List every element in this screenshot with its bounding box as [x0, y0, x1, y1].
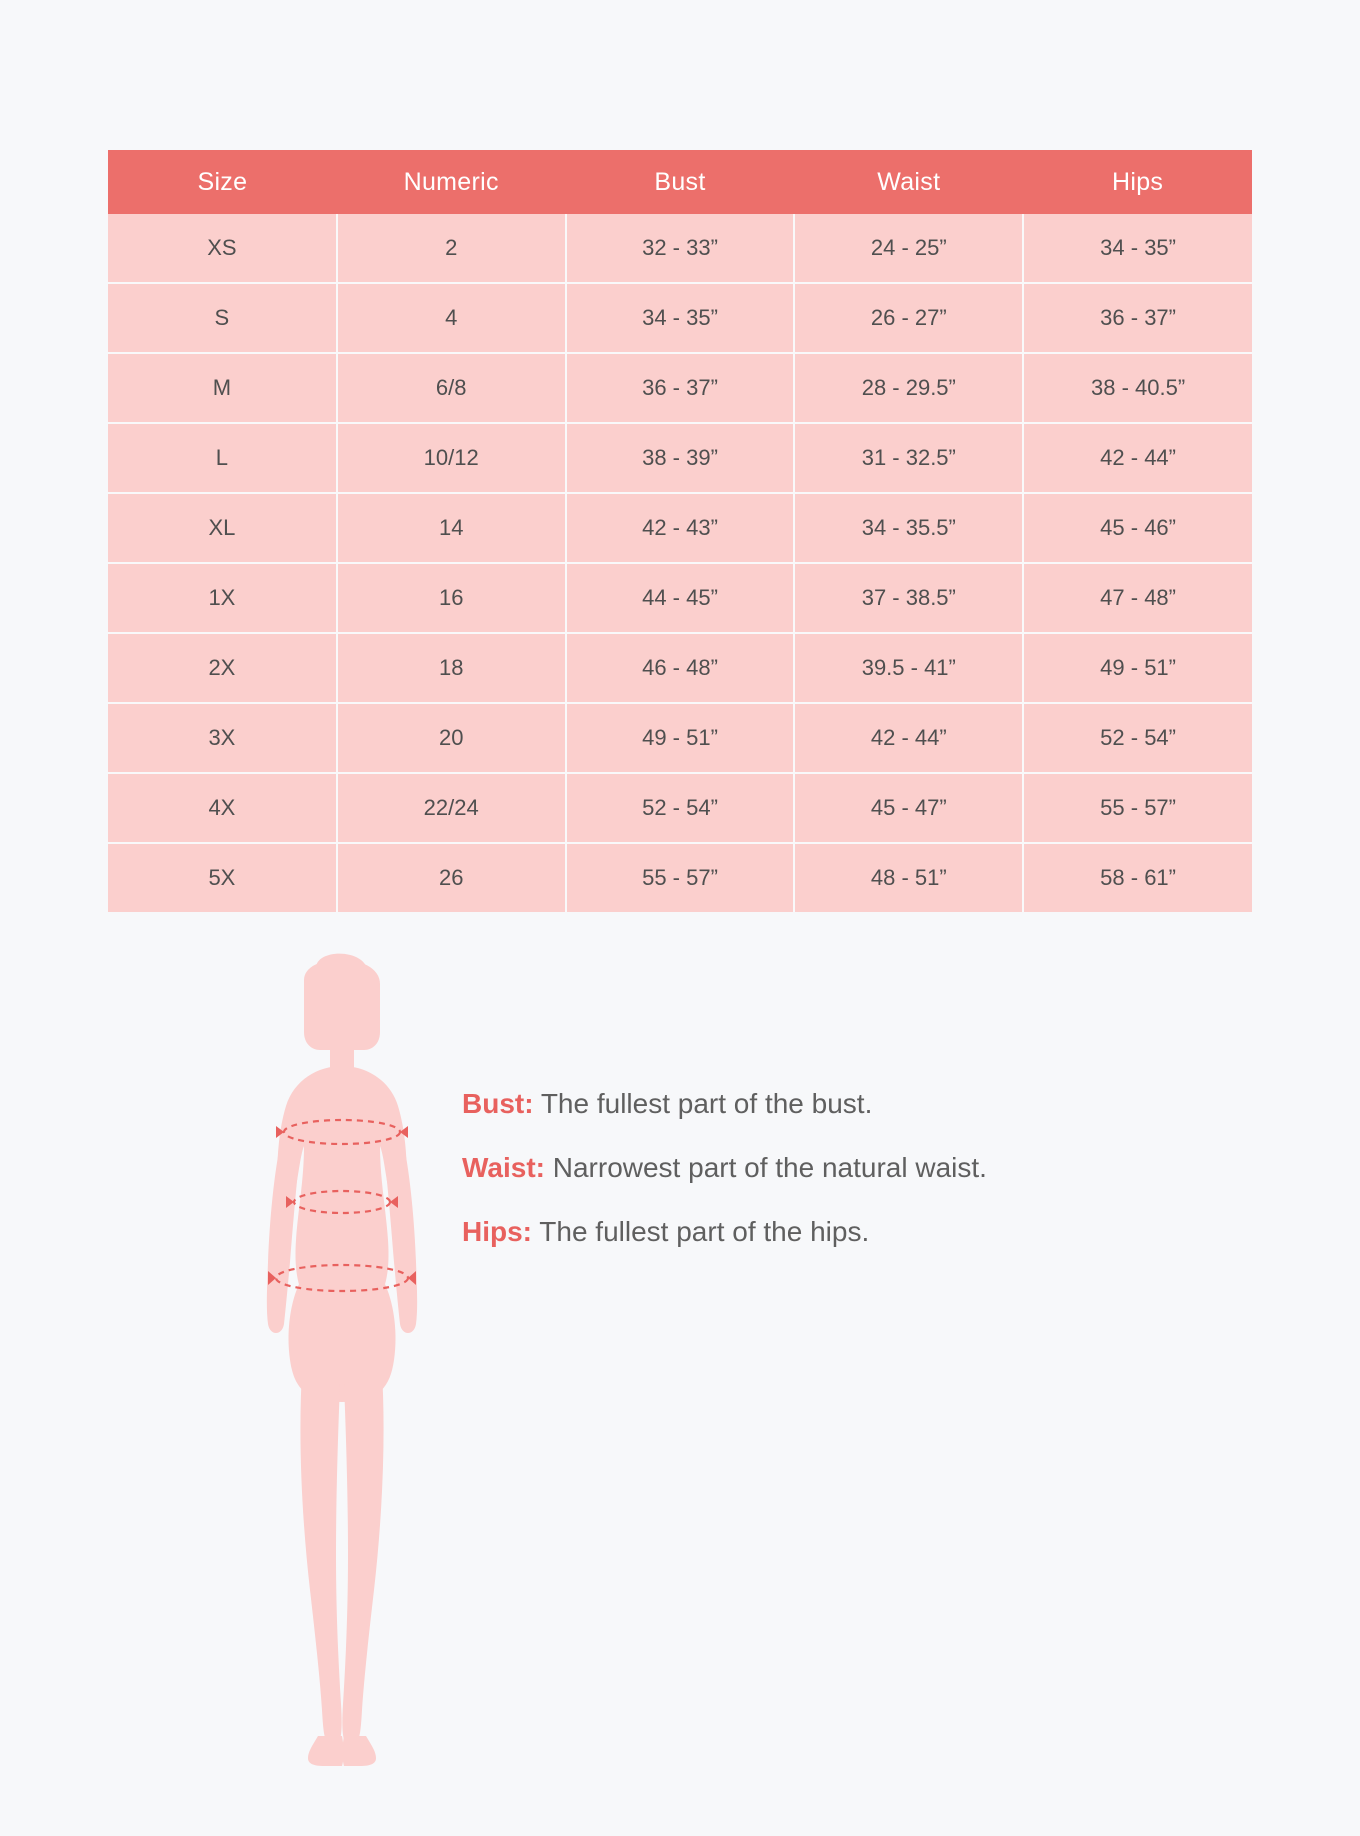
- table-row: [108, 214, 1252, 283]
- table-header: [108, 150, 1252, 214]
- cell-numeric: 2: [337, 214, 566, 283]
- cell-waist: 42 - 44”: [794, 703, 1023, 773]
- table-row: [108, 283, 1252, 353]
- column-header-size: Size: [108, 150, 337, 214]
- cell-bust: 46 - 48”: [566, 633, 795, 703]
- cell-bust: 32 - 33”: [566, 214, 795, 283]
- cell-waist: 24 - 25”: [794, 214, 1023, 283]
- legend-item-hips: [462, 1218, 1222, 1246]
- cell-hips: 49 - 51”: [1023, 633, 1252, 703]
- cell-numeric: 16: [337, 563, 566, 633]
- cell-hips: 55 - 57”: [1023, 773, 1252, 843]
- legend-item-bust: [462, 1090, 1222, 1118]
- column-header-waist: Waist: [794, 150, 1023, 214]
- cell-numeric: 10/12: [337, 423, 566, 493]
- table-row: [108, 353, 1252, 423]
- legend-item-waist: [462, 1154, 1222, 1182]
- size-chart-table-container: [108, 150, 1252, 912]
- legend-desc-hips: The fullest part of the hips.: [539, 1216, 870, 1247]
- cell-hips: 47 - 48”: [1023, 563, 1252, 633]
- cell-numeric: 22/24: [337, 773, 566, 843]
- legend-term-hips: Hips:: [462, 1216, 532, 1247]
- table-row: [108, 633, 1252, 703]
- cell-bust: 52 - 54”: [566, 773, 795, 843]
- cell-hips: 45 - 46”: [1023, 493, 1252, 563]
- cell-hips: 52 - 54”: [1023, 703, 1252, 773]
- cell-waist: 34 - 35.5”: [794, 493, 1023, 563]
- cell-size: XL: [108, 493, 337, 563]
- cell-bust: 49 - 51”: [566, 703, 795, 773]
- cell-waist: 48 - 51”: [794, 843, 1023, 912]
- cell-waist: 28 - 29.5”: [794, 353, 1023, 423]
- legend-desc-bust: The fullest part of the bust.: [540, 1088, 873, 1119]
- cell-bust: 55 - 57”: [566, 843, 795, 912]
- table-row: [108, 773, 1252, 843]
- table-row: [108, 703, 1252, 773]
- cell-hips: 42 - 44”: [1023, 423, 1252, 493]
- cell-size: M: [108, 353, 337, 423]
- cell-numeric: 18: [337, 633, 566, 703]
- column-header-hips: Hips: [1023, 150, 1252, 214]
- cell-size: 4X: [108, 773, 337, 843]
- cell-size: 3X: [108, 703, 337, 773]
- female-body-silhouette-icon: [232, 940, 452, 1770]
- cell-waist: 45 - 47”: [794, 773, 1023, 843]
- cell-bust: 42 - 43”: [566, 493, 795, 563]
- cell-hips: 34 - 35”: [1023, 214, 1252, 283]
- cell-hips: 58 - 61”: [1023, 843, 1252, 912]
- legend-term-waist: Waist:: [462, 1152, 545, 1183]
- cell-numeric: 20: [337, 703, 566, 773]
- column-header-numeric: Numeric: [337, 150, 566, 214]
- cell-size: S: [108, 283, 337, 353]
- cell-waist: 37 - 38.5”: [794, 563, 1023, 633]
- cell-bust: 44 - 45”: [566, 563, 795, 633]
- cell-size: 5X: [108, 843, 337, 912]
- legend-desc-waist: Narrowest part of the natural waist.: [552, 1152, 987, 1183]
- cell-bust: 36 - 37”: [566, 353, 795, 423]
- cell-size: 2X: [108, 633, 337, 703]
- table-row: [108, 493, 1252, 563]
- column-header-bust: Bust: [566, 150, 795, 214]
- cell-bust: 38 - 39”: [566, 423, 795, 493]
- cell-waist: 31 - 32.5”: [794, 423, 1023, 493]
- table-row: [108, 423, 1252, 493]
- cell-numeric: 4: [337, 283, 566, 353]
- cell-waist: 26 - 27”: [794, 283, 1023, 353]
- cell-hips: 38 - 40.5”: [1023, 353, 1252, 423]
- measurement-guide-section: [0, 940, 1360, 1770]
- size-chart-table: [108, 150, 1252, 912]
- cell-numeric: 6/8: [337, 353, 566, 423]
- legend-term-bust: Bust:: [462, 1088, 534, 1119]
- cell-size: 1X: [108, 563, 337, 633]
- cell-numeric: 26: [337, 843, 566, 912]
- cell-numeric: 14: [337, 493, 566, 563]
- cell-bust: 34 - 35”: [566, 283, 795, 353]
- table-header-row: [108, 150, 1252, 214]
- table-row: [108, 563, 1252, 633]
- table-body: [108, 214, 1252, 912]
- measurement-legend: [462, 1090, 1222, 1282]
- cell-size: L: [108, 423, 337, 493]
- cell-hips: 36 - 37”: [1023, 283, 1252, 353]
- cell-waist: 39.5 - 41”: [794, 633, 1023, 703]
- table-row: [108, 843, 1252, 912]
- cell-size: XS: [108, 214, 337, 283]
